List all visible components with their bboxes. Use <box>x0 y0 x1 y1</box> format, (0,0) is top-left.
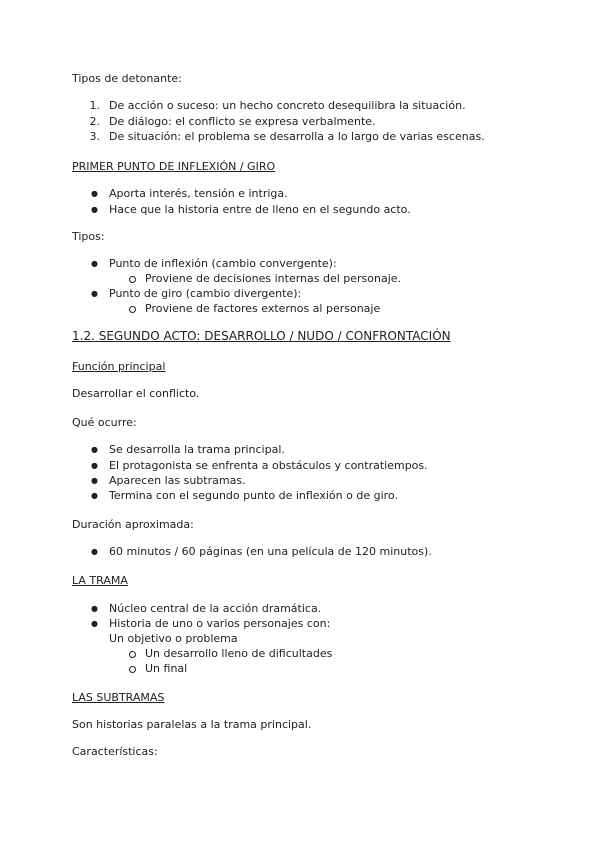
bullet-icon: ● <box>91 547 98 556</box>
list-item: Hace que la historia entre de lleno en el segundo acto. <box>109 203 411 216</box>
list-item: 60 minutos / 60 páginas (en una película de 120 minutos). <box>109 545 432 558</box>
list-item: De diálogo: el conflicto se expresa verbalmente. <box>109 115 376 128</box>
sub-list-item: Un final <box>145 662 188 675</box>
list-item: Aparecen las subtramas. <box>109 474 246 487</box>
bullet-icon: ● <box>91 619 98 628</box>
list-item: Se desarrolla la trama principal. <box>109 443 285 456</box>
list-item: Punto de giro (cambio divergente): <box>109 287 302 300</box>
subtramas-text: Son historias paralelas a la trama principal. <box>72 718 312 731</box>
bullet-icon: ● <box>91 445 98 454</box>
list-item: De acción o suceso: un hecho concreto desequilibra la situación. <box>109 99 466 112</box>
list-item: De situación: el problema se desarrolla a lo largo de varias escenas. <box>109 130 485 143</box>
list-number-3: 3. <box>89 130 100 143</box>
circle-bullet-icon <box>129 651 136 658</box>
duracion-label: Duración aproximada: <box>72 518 194 531</box>
list-item: Termina con el segundo punto de inflexión o de giro. <box>109 489 398 502</box>
list-item: Historia de uno o varios personajes con: <box>109 617 331 630</box>
list-number-2: 2. <box>89 115 100 128</box>
bullet-icon: ● <box>91 461 98 470</box>
subtramas-heading: LAS SUBTRAMAS <box>72 691 165 704</box>
section-heading: 1.2. SEGUNDO ACTO: DESARROLLO / NUDO / CONFRONTACIÓN <box>72 329 451 343</box>
trama-heading: LA TRAMA <box>72 574 128 587</box>
funcion-label: Función principal <box>72 360 166 373</box>
list-item: El protagonista se enfrenta a obstáculos y contratiempos. <box>109 459 428 472</box>
circle-bullet-icon <box>129 276 136 283</box>
caracteristicas-label: Características: <box>72 745 158 758</box>
primer-punto-heading: PRIMER PUNTO DE INFLEXIÓN / GIRO <box>72 160 276 173</box>
sub-list-item: Un desarrollo lleno de dificultades <box>145 647 333 660</box>
circle-bullet-icon <box>129 666 136 673</box>
bullet-icon: ● <box>91 205 98 214</box>
list-number-1: 1. <box>89 99 100 112</box>
bullet-icon: ● <box>91 259 98 268</box>
bullet-icon: ● <box>91 476 98 485</box>
detonante-heading: Tipos de detonante: <box>72 72 182 85</box>
bullet-icon: ● <box>91 289 98 298</box>
funcion-text: Desarrollar el conflicto. <box>72 387 200 400</box>
bullet-icon: ● <box>91 189 98 198</box>
ocurre-label: Qué ocurre: <box>72 416 137 429</box>
list-item: Núcleo central de la acción dramática. <box>109 602 322 615</box>
bullet-icon: ● <box>91 491 98 500</box>
circle-bullet-icon <box>129 306 136 313</box>
list-item: Punto de inflexión (cambio convergente): <box>109 257 337 270</box>
sub-list-item: Proviene de decisiones internas del personaje. <box>145 272 402 285</box>
list-item: Aporta interés, tensión e intriga. <box>109 187 288 200</box>
list-item-continuation: Un objetivo o problema <box>109 632 238 645</box>
sub-list-item: Proviene de factores externos al personaje <box>145 302 381 315</box>
bullet-icon: ● <box>91 604 98 613</box>
tipos-label: Tipos: <box>72 230 105 243</box>
